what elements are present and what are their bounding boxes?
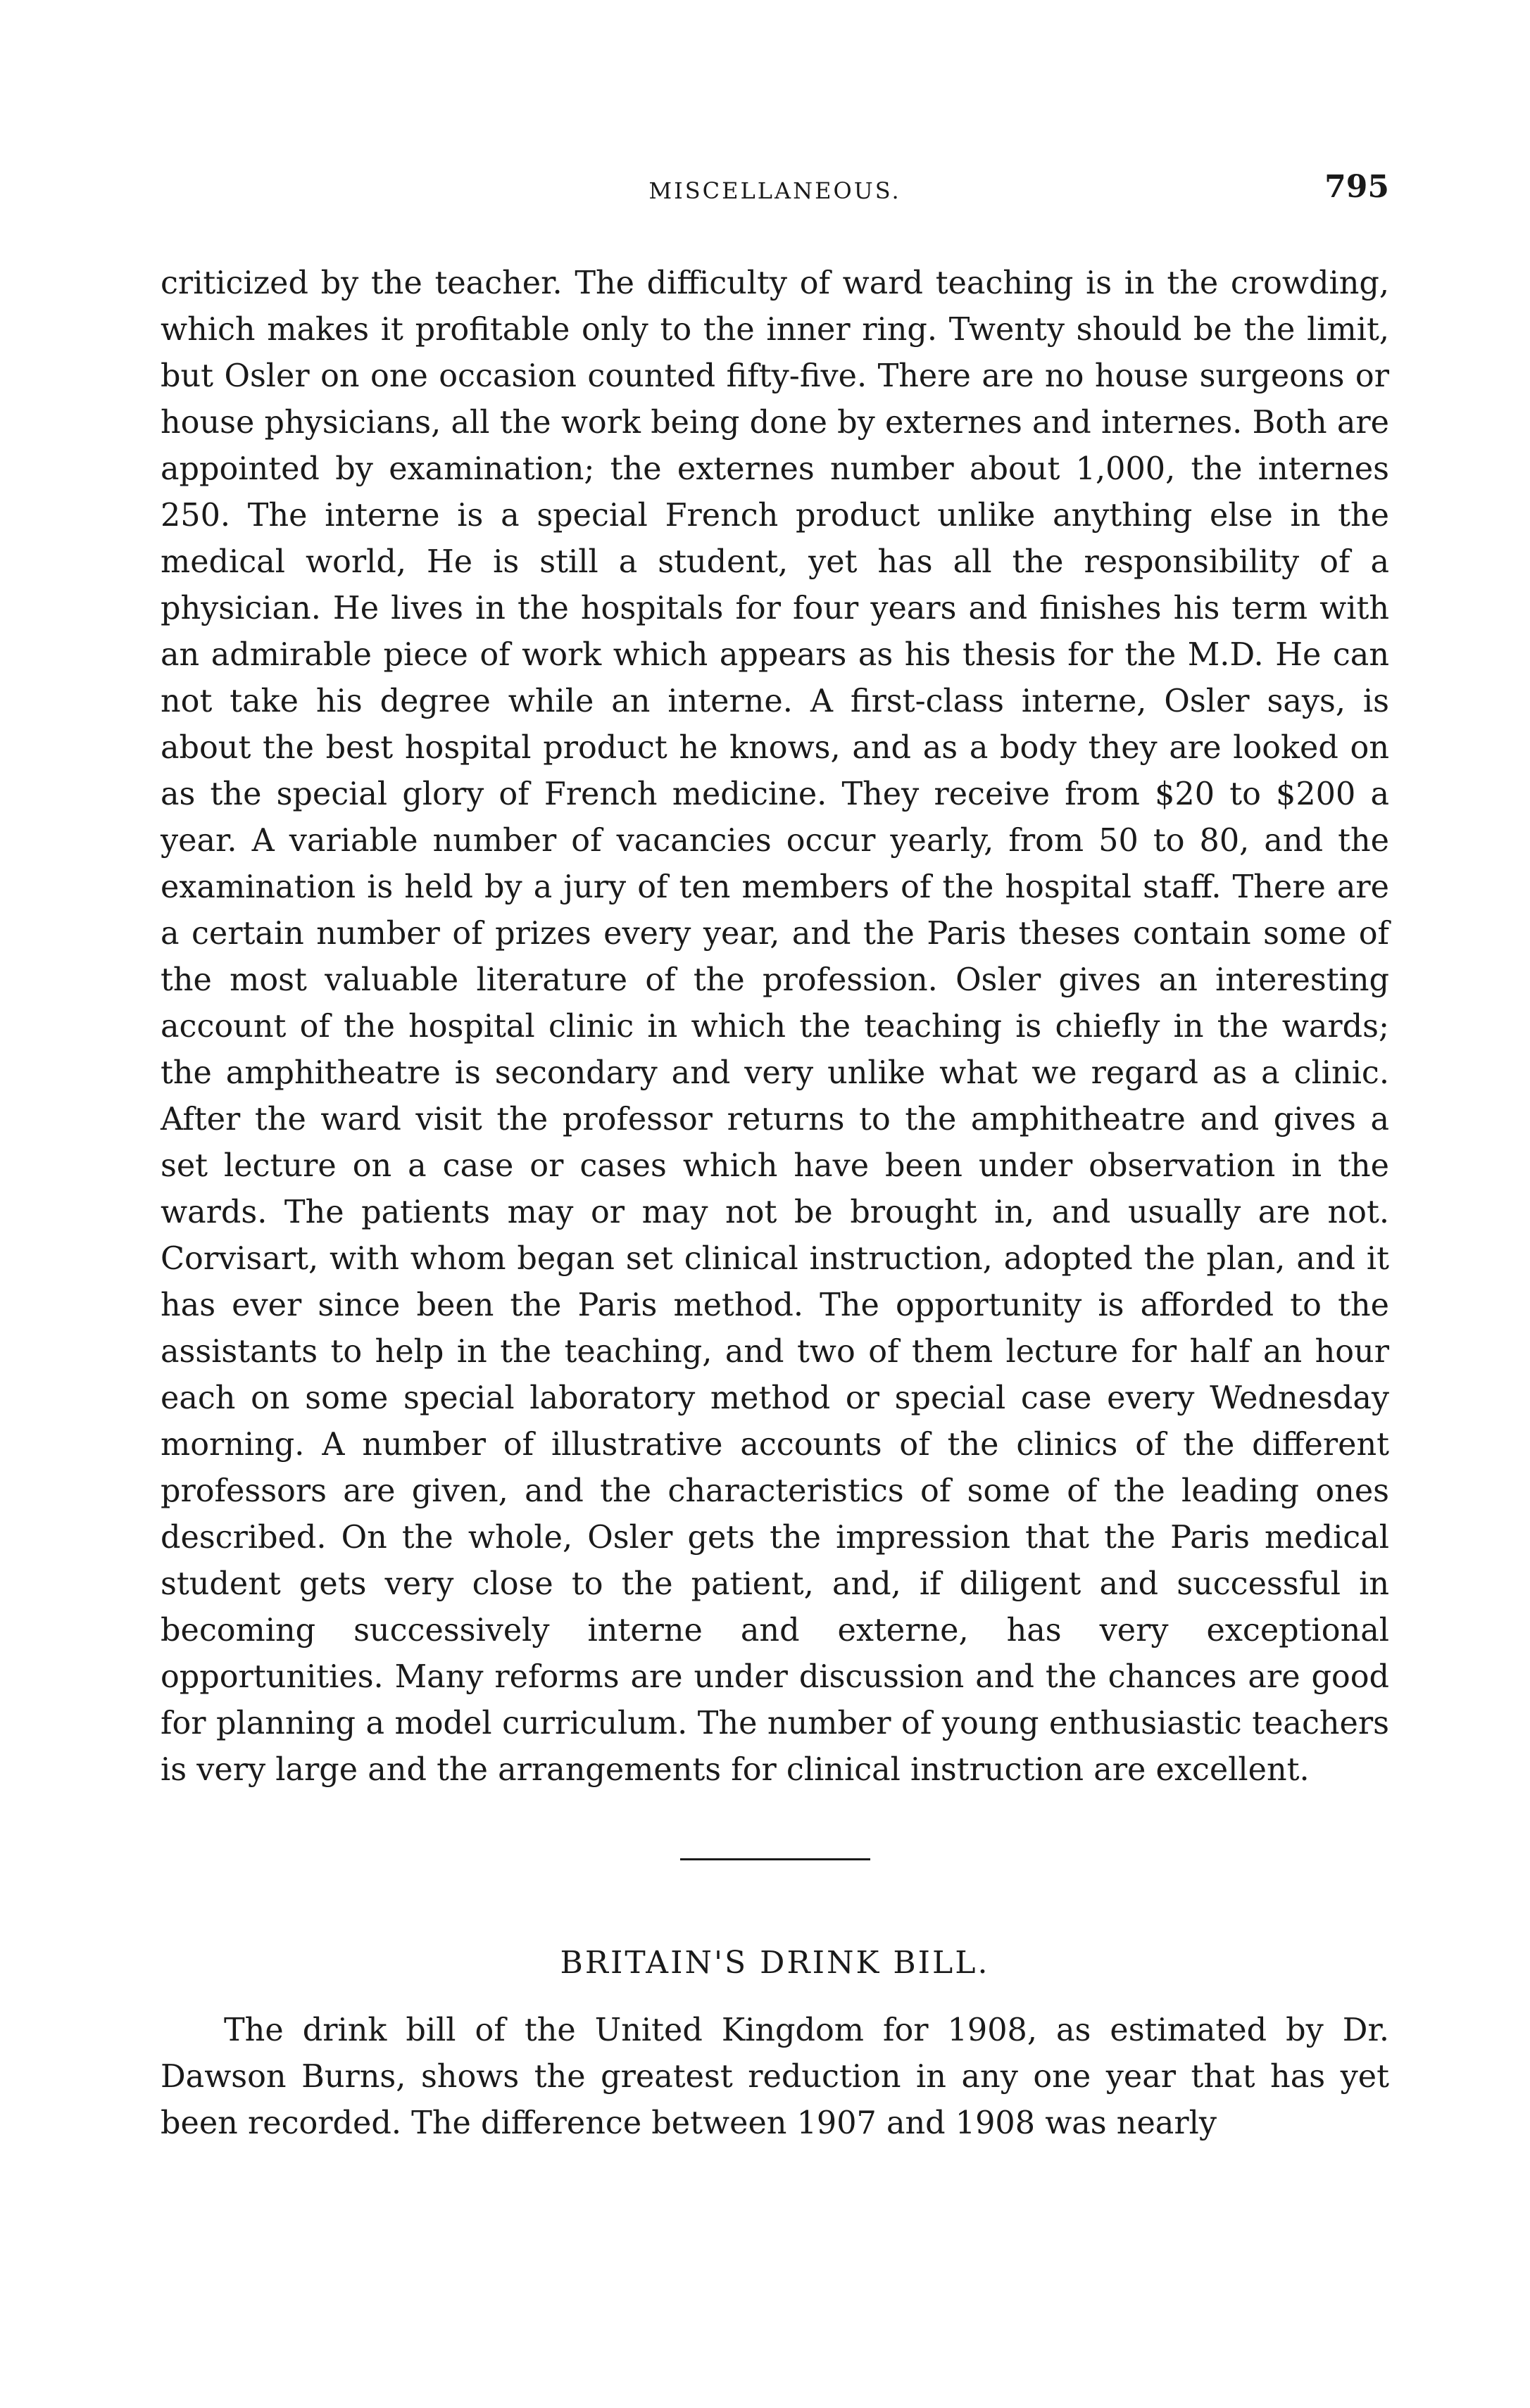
page-number: 795: [1324, 169, 1389, 205]
body-paragraph: criticized by the teacher. The difficulty of ward teaching is in the crowding, which makes it profitable only to the inner ring. Twenty should be the limit, but Osler on one occasion counted fifty-five. There are no house surgeons or house physicians, all the work being done by externes and internes. Both are appointed by examination; the externes number about 1,000, the internes 250. The interne is a special French product unlike anything else in the medical world, He is still a student, yet has all the responsibility of a physician. He lives in the hospitals for four years and finishes his term with an admirable piece of work which appears as his thesis for the M.D. He can not take his degree while an interne. A first-class interne, Osler says, is about the best hospital product he knows, and as a body they are looked on as the special glory of French medicine. They receive from $20 to $200 a year. A variable number of vacancies occur yearly, from 50 to 80, and the examination is held by a jury of ten members of the hospital staff. There are a certain number of prizes every year, and the Paris theses contain some of the most valuable literature of the profession. Osler gives an interesting account of the hospital clinic in which the teaching is chiefly in the wards; the amphitheatre is secondary and very unlike what we regard as a clinic. After the ward visit the professor returns to the amphitheatre and gives a set lecture on a case or cases which have been under observation in the wards. The patients may or may not be brought in, and usually are not. Corvisart, with whom began set clinical instruction, adopted the plan, and it has ever since been the Paris method. The opportunity is afforded to the assistants to help in the teaching, and two of them lecture for half an hour each on some special laboratory method or special case every Wednesday morning. A number of illustrative accounts of the clinics of the different professors are given, and the characteristics of some of the leading ones described. On the whole, Osler gets the impression that the Paris medical student gets very close to the patient, and, if diligent and successful in becoming successively interne and externe, has very exceptional opportunities. Many reforms are under discussion and the chances are good for planning a model curriculum. The number of young enthusiastic teachers is very large and the arrangements for clinical instruction are excellent.: [161, 265, 1389, 1788]
document-page: [161, 169, 1389, 2179]
running-title: MISCELLANEOUS.: [648, 177, 901, 204]
section-paragraph: The drink bill of the United Kingdom for 1908, as estimated by Dr. Dawson Burns, shows the greatest reduction in any one year that has yet been recorded. The difference between 1907 and 1908 was nearly: [161, 2012, 1389, 2141]
section-title: BRITAIN'S DRINK BILL.: [560, 1945, 990, 1981]
section-divider: [680, 1858, 870, 1860]
running-head: [161, 169, 1389, 211]
